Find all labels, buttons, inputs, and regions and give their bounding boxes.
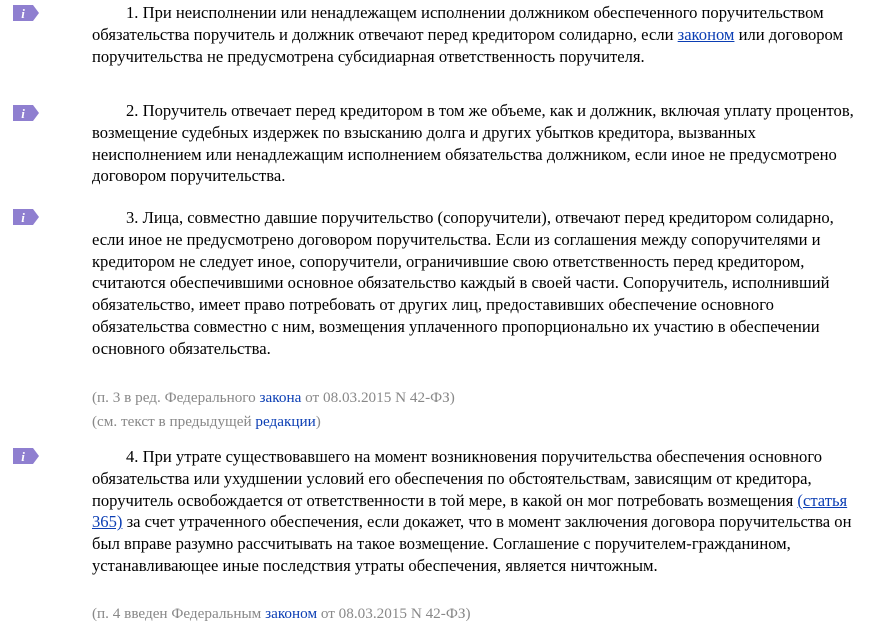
law-link[interactable]: законом [265, 605, 318, 622]
previous-edition-note: (см. текст в предыдущей редакции) [92, 413, 321, 430]
paragraph-2-text: 2. Поручитель отвечает перед кредитором в том же объеме, как и должник, включая уплату процентов, возмещение судебных издержек по взысканию долга и других убытков кредитора, вызванных неисполнением или ненадлежащим исполнением обязательства должником, если иное не предусмотрено договором поручительства. [92, 101, 854, 186]
article-365-link[interactable]: (статья 365) [92, 490, 848, 532]
law-link[interactable]: закона [259, 389, 302, 406]
info-icon[interactable] [12, 447, 40, 465]
svg-text:i: i [21, 210, 25, 225]
paragraph-3-text: 3. Лица, совместно давшие поручительство (сопоручители), отвечают перед кредитором солидарно, если иное не предусмотрено договором поручительства. Если из соглашения между сопоручителями и кредитором не следует иное, сопоручители, ограничившие свою ответственность перед кредитором, считаются обеспечившими основное обязательство каждый в своей части. Сопоручитель, исполнивший обязательство, имеет право потребовать от других лиц, предоставивших обеспечение основного обязательства совместно с ним, возмещения уплаченного пропорционально их участию в обеспечении основного обязательства. [92, 208, 834, 358]
paragraph-1-text: 1. При неисполнении или ненадлежащем исполнении должником обеспеченного поручительством обязательства поручитель и должник отвечают перед кредитором солидарно, если законом или договором поручительства не предусмотрена субсидиарная ответственность поручителя. [92, 3, 844, 66]
amendment-note: (п. 3 в ред. Федерального закона от 08.03.2015 N 42-ФЗ) [92, 389, 455, 406]
paragraph-4-text: 4. При утрате существовавшего на момент возникновения поручительства обеспечения основного обязательства или ухудшении условий его обеспечения по обстоятельствам, зависящим от кредитора, поручитель освобождается от ответственности в той мере, в какой он мог потребовать возмещения (статья 365) за счет утраченного обеспечения, если докажет, что в момент заключения договора поручительства он был вправе разумно рассчитывать на такое возмещение. Соглашение с поручителем-гражданином, устанавливающее иные последствия утраты обеспечения, является ничтожным. [92, 447, 852, 575]
svg-text:i: i [21, 449, 25, 464]
info-icon[interactable] [12, 4, 40, 22]
info-icon[interactable] [12, 208, 40, 226]
svg-text:i: i [21, 6, 25, 21]
law-link[interactable]: законом [677, 24, 735, 44]
amendment-note: (п. 4 введен Федеральным законом от 08.03.2015 N 42-ФЗ) [92, 605, 471, 622]
info-icon[interactable] [12, 104, 40, 122]
previous-edition-link[interactable]: редакции [255, 413, 316, 430]
svg-text:i: i [21, 106, 25, 121]
